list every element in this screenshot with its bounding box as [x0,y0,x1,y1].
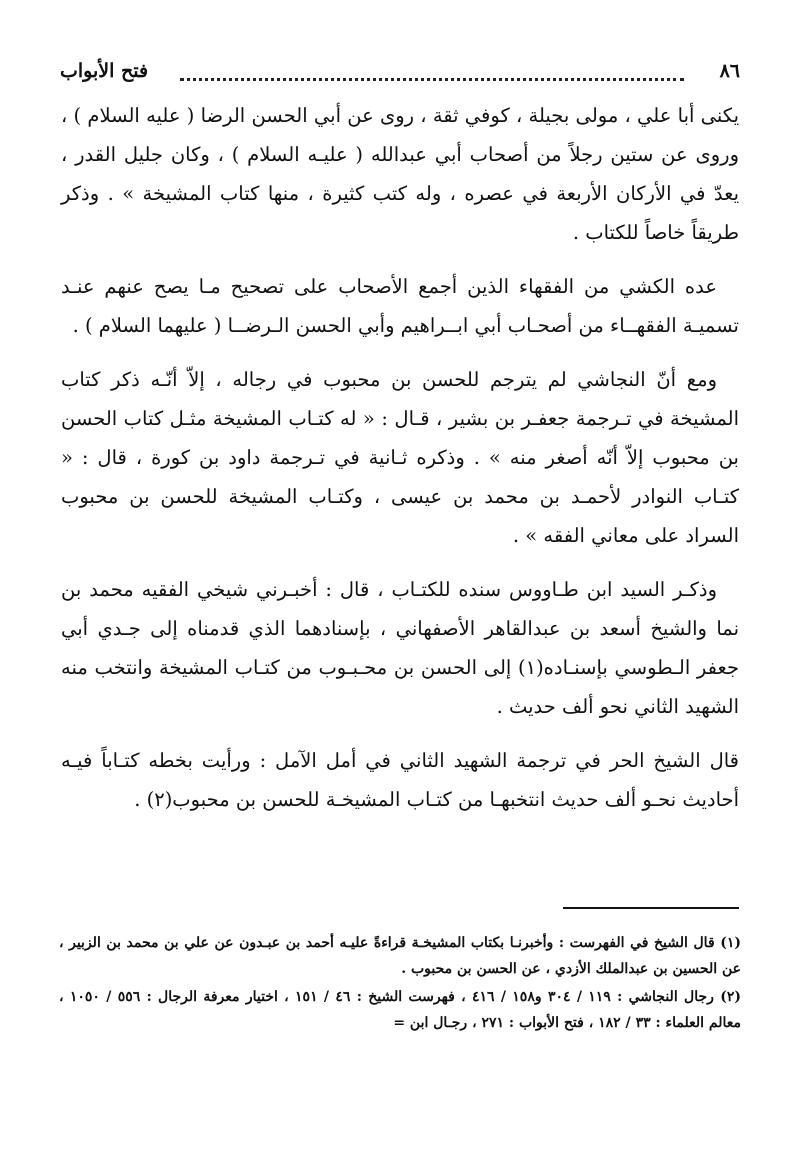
paragraph: قال الشيخ الحر في ترجمة الشهيد الثاني في أمل الآمل : ورأيت بخطه كتـاباً فيـه أحاديث نحـو ألف حديث انتخبهـا من كتـاب المشيخـة للحسن بن محبوب(٢) . [61,749,739,811]
paragraph: عده الكشي من الفقهاء الذين أجمع الأصحاب على تصحيح مـا يصح عنهم عنـد تسميـة الفقهــاء من أصحـاب أبي ابــراهيم وأبي الحسن الـرضــا ( عليهما السلام ) . [61,275,739,337]
running-title: فتح الأبواب [60,60,149,82]
footnote: (١) قال الشيخ في الفهرست : وأخبرنـا بكتاب المشيخـة قراءةً عليـه أحمد بن عبـدون عن علي بن محمد بن الزبير ، عن الحسين بن عبدالملك الأزدي ، عن الحسن بن محبوب . [59,935,741,977]
dot-leader [180,78,684,81]
footnote: (٢) رجال النجاشي : ١١٩ / ٣٠٤ و١٥٨ / ٤١٦ ، فهرست الشيخ : ٤٦ / ١٥١ ، اختيار معرفة الرجال : ٥٥٦ / ١٠٥٠ ، معالم العلماء : ٣٣ / ١٨٢ ، فتح الأبواب : ٢٧١ ، رجـال ابن = [59,989,741,1031]
paragraph: وذكـر السيد ابن طـاووس سنده للكتـاب ، قال : أخبـرني شيخي الفقيه محمد بن نما والشيخ أسعد بن عبدالقاهر الأصفهاني ، بإسنادهما الذي قدمناه إلى جـدي أبي جعفر الـطوسي بإسنـاده(١) إلى الحسن بن محـبـوب من كتـاب المشيخة وانتخب منه الشهيد الثاني نحو ألف حديث . [61,578,739,718]
page-header [60,52,740,92]
footnotes [59,930,741,1038]
paragraph: ومع أنّ النجاشي لم يترجم للحسن بن محبوب في رجاله ، إلاّ أنّـه ذكر كتاب المشيخة في تـرجمة جعفـر بن بشير ، قـال : « له كتـاب المشيخة مثـل كتاب الحسن بن محبوب إلاّ أنّه أصغر منه » . وذكره ثـانية في تـرجمة داود بن كورة ، قال : « كتـاب النوادر لأحمـد بن محمد بن عيسى ، وكتـاب المشيخة للحسن بن محبوب السراد على معاني الفقه » . [61,368,739,547]
paragraph: يكنى أبا علي ، مولى بجيلة ، كوفي ثقة ، روى عن أبي الحسن الرضا ( عليه السلام ) ، وروى عن ستين رجلاً من أصحاب أبي عبدالله ( عليـه السلام ) ، وكان جليل القدر ، يعدّ في الأركان الأربعة في عصره ، وله كتب كثيرة ، منها كتاب المشيخة » . وذكر طريقاً خاصاً للكتاب . [61,104,739,244]
page-number: ٨٦ [719,60,740,82]
footnote-divider [563,907,739,909]
body-text [61,96,739,834]
